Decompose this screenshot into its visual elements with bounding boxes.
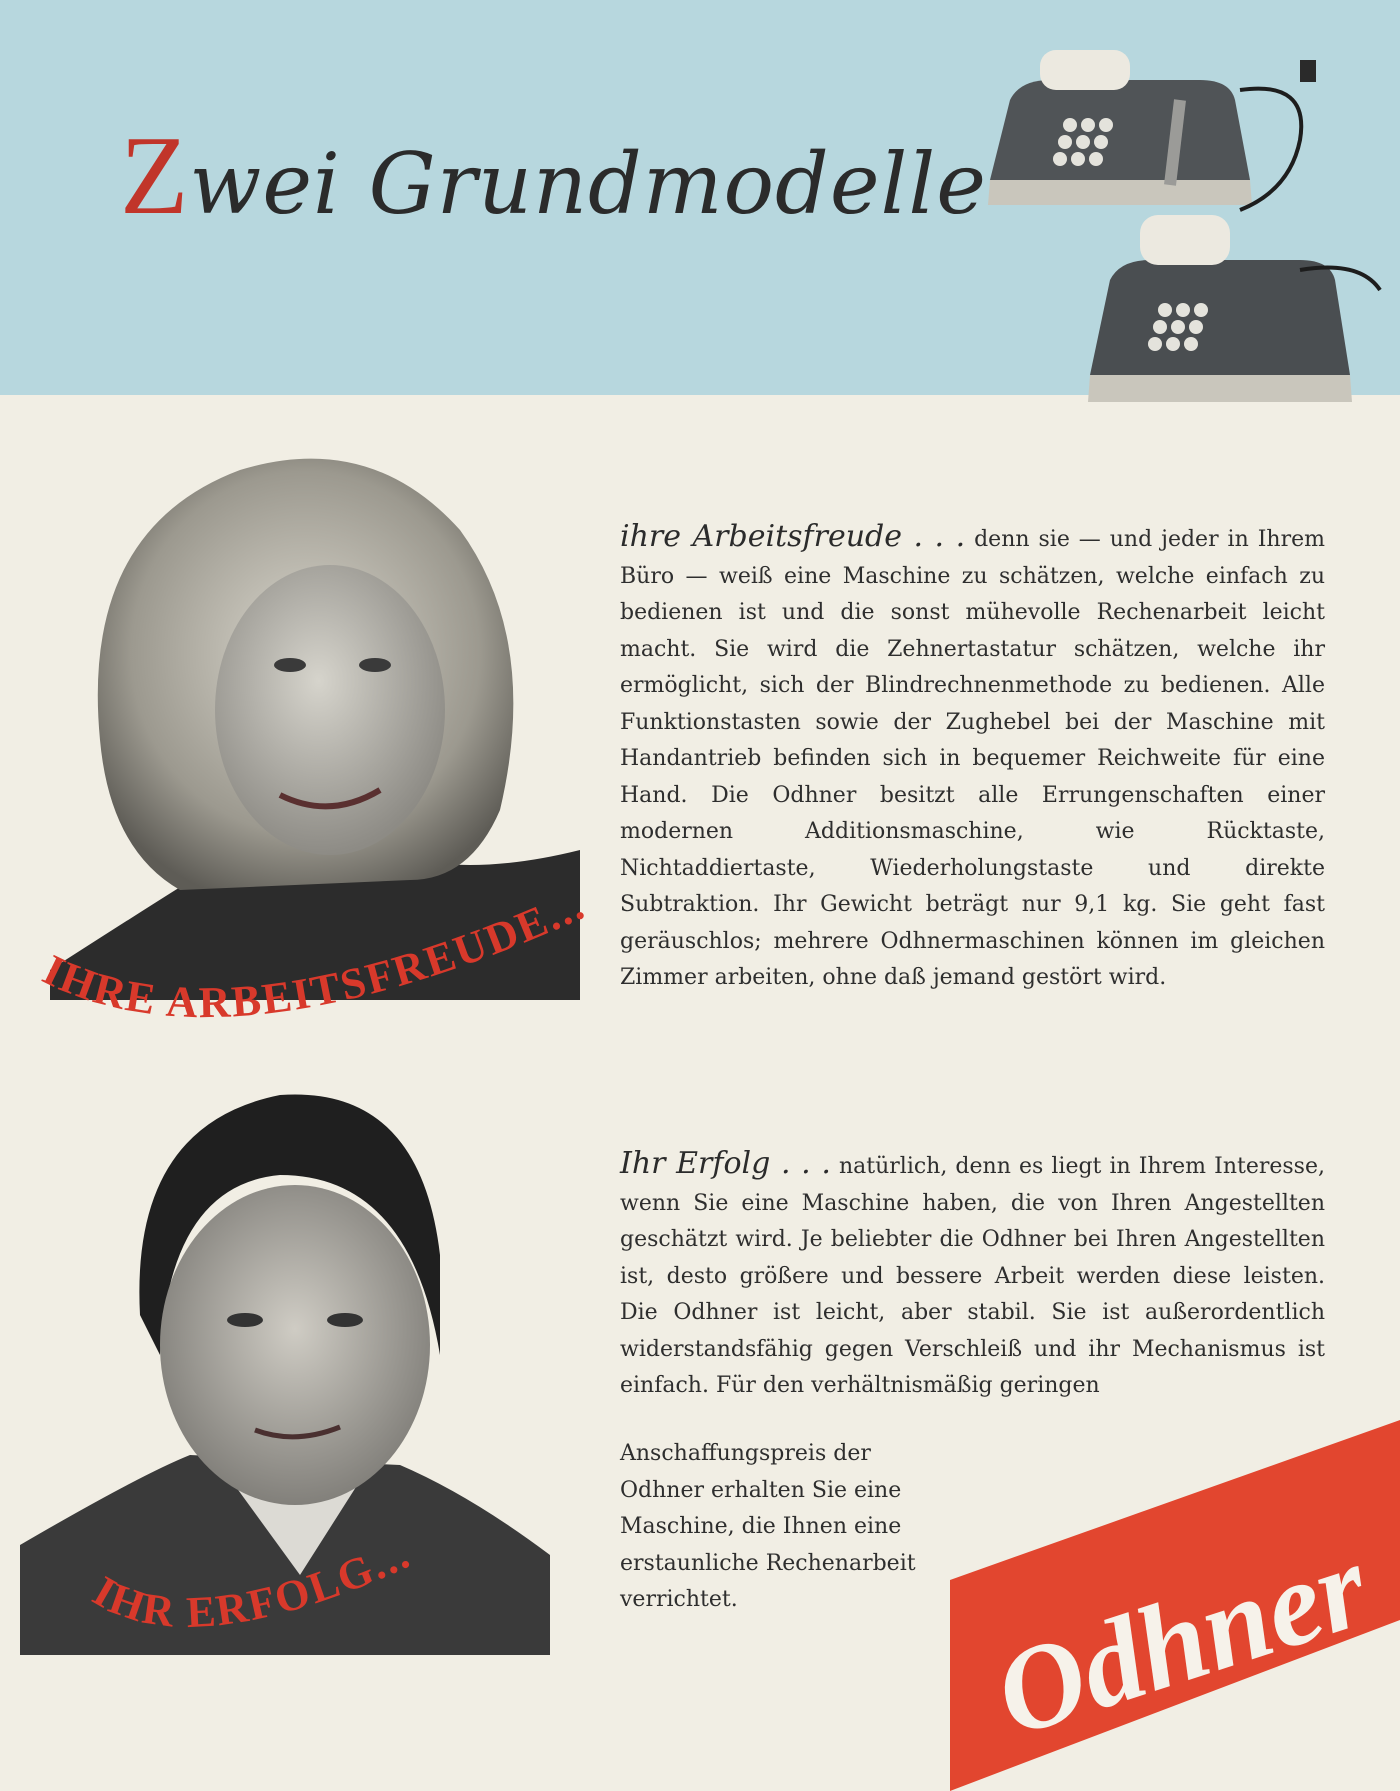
headline-rest: wei Grundmodelle bbox=[189, 135, 987, 233]
adding-machine-electric-icon bbox=[1088, 215, 1380, 402]
body-erfolg-wide: natürlich, denn es liegt in Ihrem Interesse, wenn Sie eine Maschine haben, die von Ihren Angestellten geschätzt wird. Je beliebter die Odhner bei Ihren Angestellten ist, desto größere und bessere Arbeit werden diese leisten. Die Odhner ist leicht, aber stabil. Sie ist außerordentlich widerstandsfähig gegen Verschleiß und ihr Mechanismus ist einfach. Für den verhältnismäßig geringen bbox=[620, 1154, 1325, 1398]
svg-text:IHR ERFOLG... bbox=[85, 1529, 418, 1637]
body-arbeitsfreude: denn sie — und jeder in Ihrem Büro — weiß eine Maschine zu schätzen, welche einfach zu bedienen ist und die sonst mühevolle Rechenarbeit leicht macht. Sie wird die Zehnertastatur schätzen, welche ihr ermöglicht, sich der Blindrechnenmethode zu bedienen. Alle Funktionstasten sowie der Zughebel bei der Maschine mit Handantrieb befinden sich in bequemer Reichweite für eine Hand. Die Odhner besitzt alle Errungenschaften einer modernen Additionsmaschine, wie Rücktaste, Nichtaddiertaste, Wiederholungstaste und direkte Subtraktion. Ihr Gewicht beträgt nur 9,1 kg. Sie geht fast geräuschlos; mehrere Odhnermaschinen können im gleichen Zimmer arbeiten, ohne daß jemand gestört wird. bbox=[620, 527, 1325, 990]
odhner-logo bbox=[950, 1420, 1400, 1791]
caption-ihre-arbeitsfreude: IHRE ARBEITSFREUDE... bbox=[35, 879, 593, 1028]
paragraph-erfolg-narrow: Anschaffungspreis der Odhner erhalten Sie eine Maschine, die Ihnen eine erstaunliche Rechenarbeit verrichtet. bbox=[620, 1441, 916, 1612]
machines-illustration bbox=[980, 20, 1390, 440]
paragraph-arbeitsfreude bbox=[620, 519, 1325, 997]
svg-text:IHRE ARBEITSFREUDE... bbox=[36, 880, 593, 1028]
adding-machine-hand-crank-icon bbox=[988, 50, 1316, 210]
woman-caption bbox=[20, 850, 620, 1050]
headline-initial: Z bbox=[120, 114, 190, 238]
caption-ihr-erfolg: IHR ERFOLG... bbox=[84, 1528, 418, 1638]
headline bbox=[120, 112, 987, 241]
lead-arbeitsfreude: ihre Arbeitsfreude . . . bbox=[620, 519, 966, 554]
paragraph-erfolg bbox=[620, 1146, 1325, 1405]
man-caption bbox=[70, 1510, 530, 1690]
lead-erfolg: Ihr Erfolg . . . bbox=[620, 1146, 831, 1181]
logo-text: Odhner bbox=[980, 1517, 1383, 1762]
